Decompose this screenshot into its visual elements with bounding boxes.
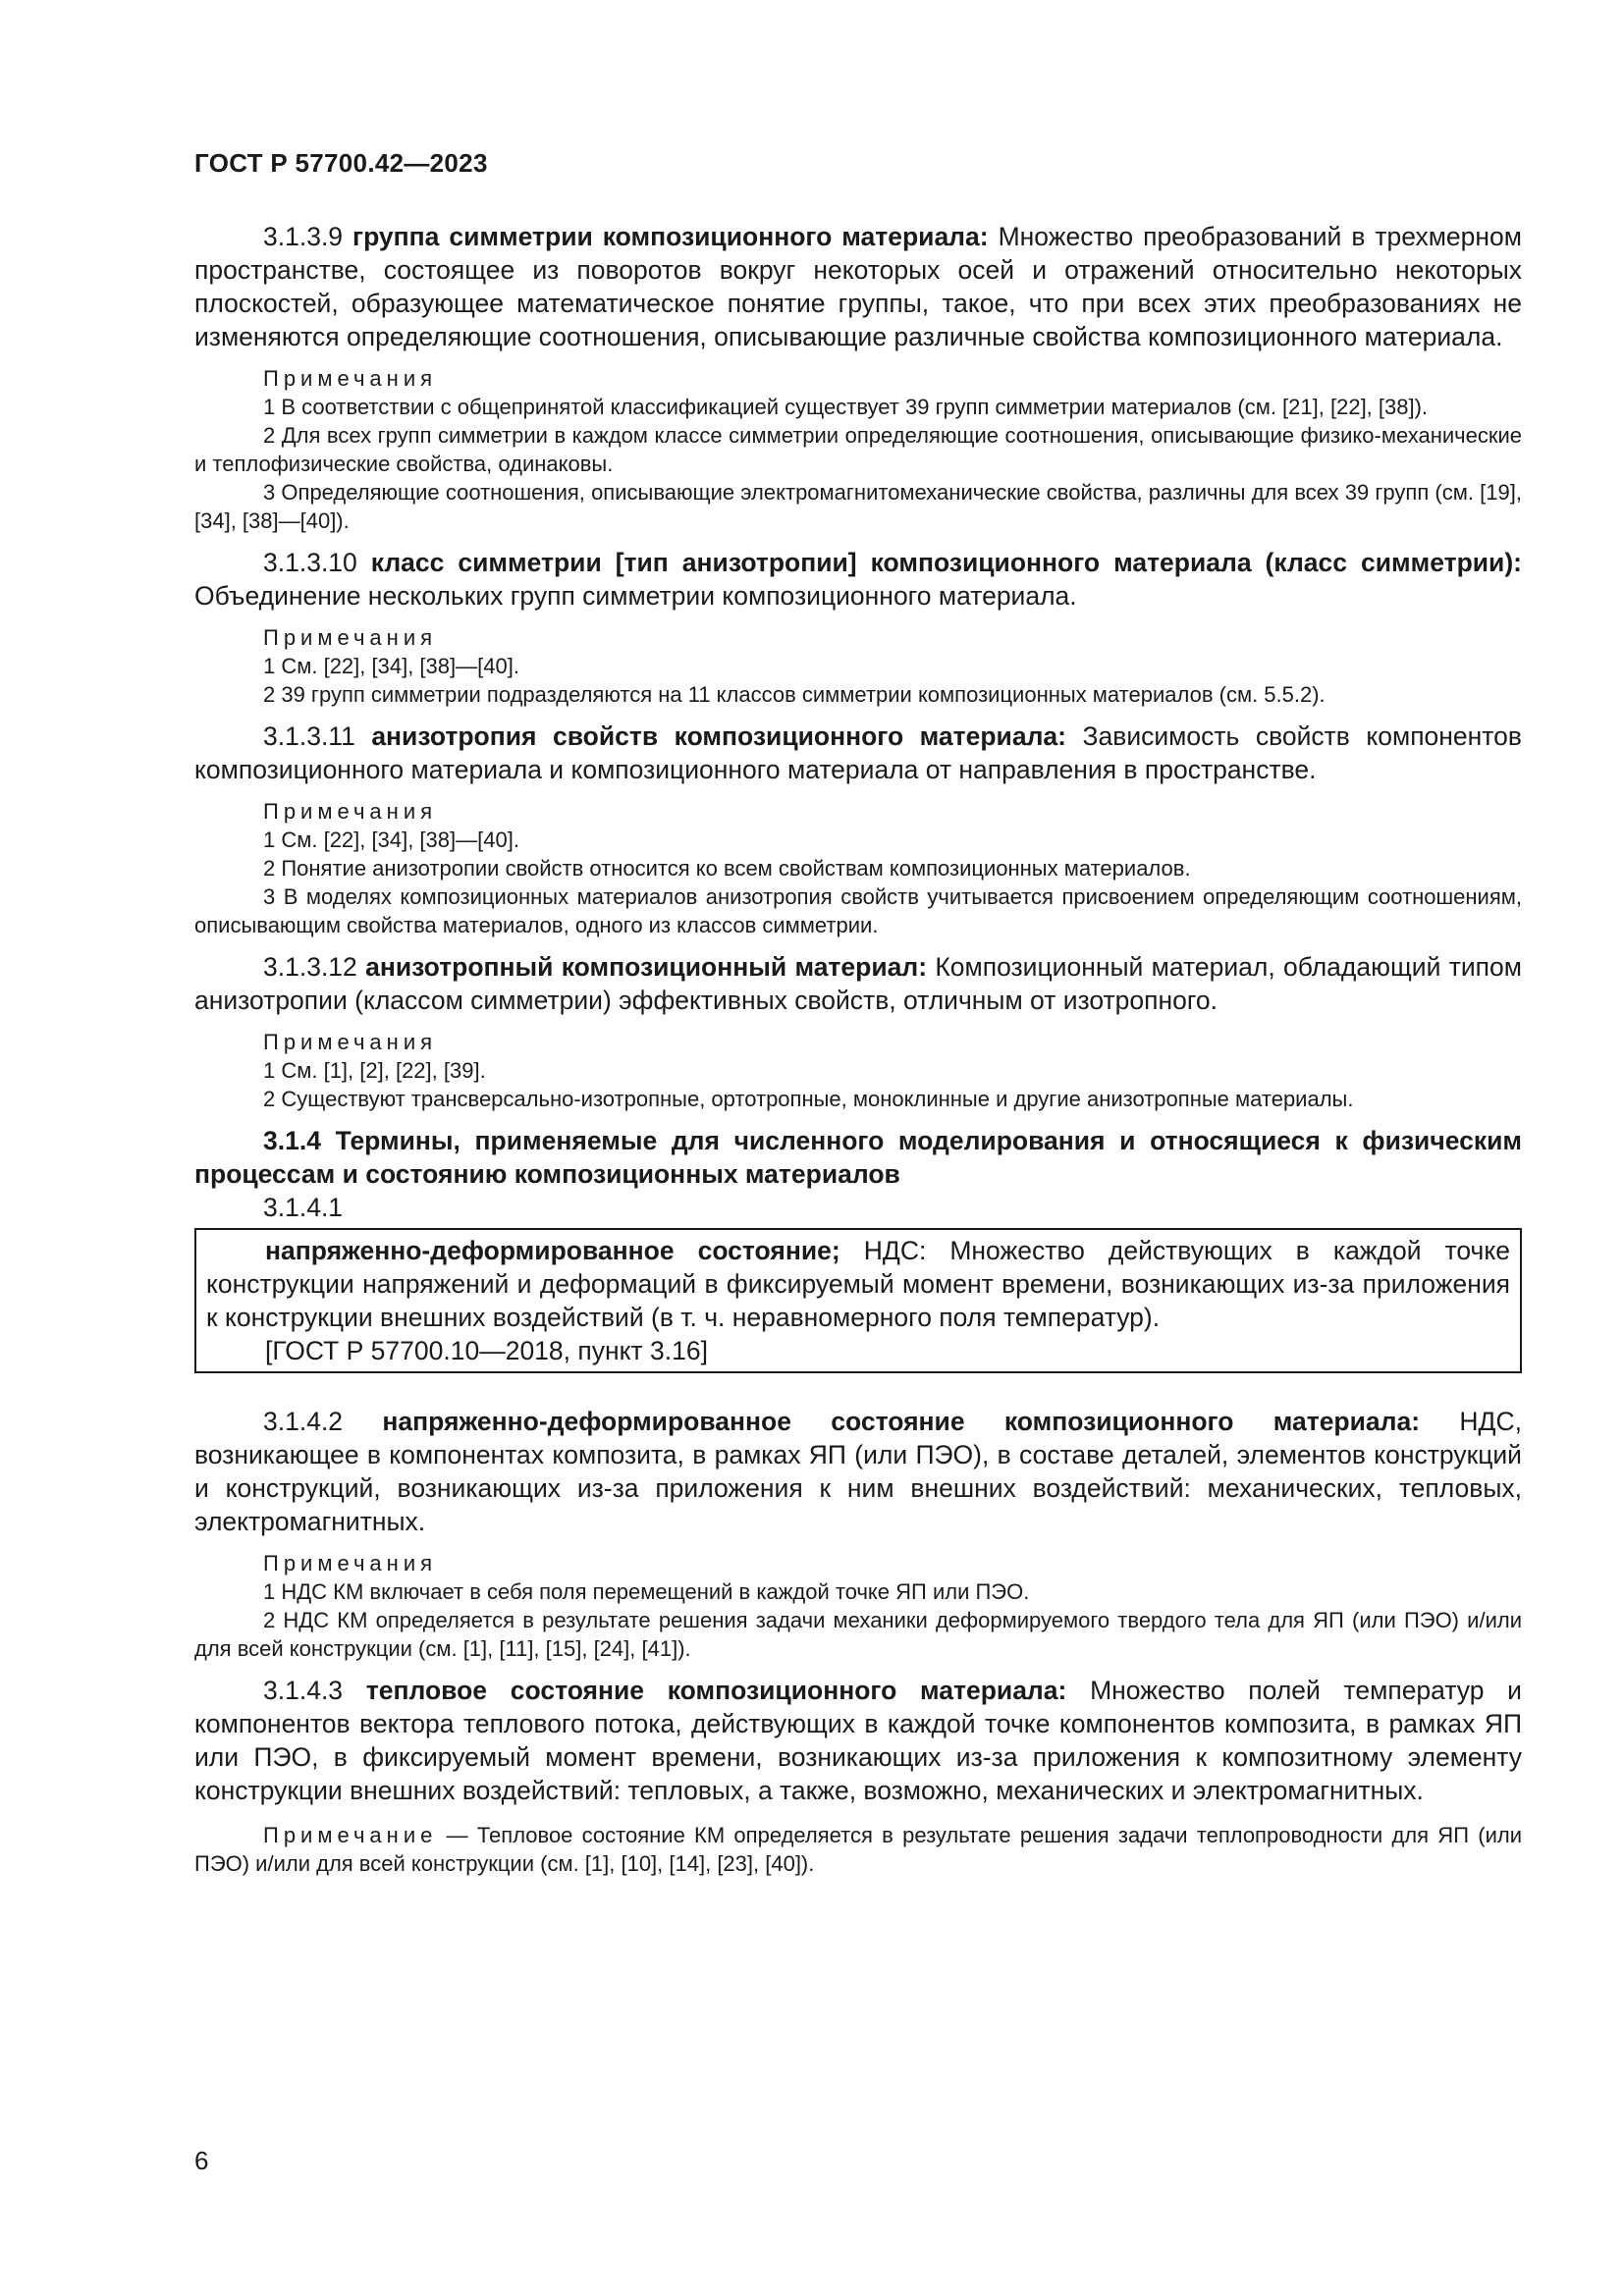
note-item: 2 39 групп симметрии подразделяются на 11 классов симметрии композиционных материалов (см. 5.5.2). xyxy=(263,682,1326,707)
entry-term: анизотропный композиционный материал: xyxy=(365,952,928,982)
note-item: 3 В моделях композиционных материалов анизотропия свойств учитывается присвоением определяющим соотношениям, описывающим свойства материалов, одного из классов симметрии. xyxy=(194,884,1522,937)
entry-3-1-4-2 xyxy=(194,1405,1522,1538)
entry-number: 3.1.4.2 xyxy=(263,1407,344,1436)
entry-3-1-4-3 xyxy=(194,1674,1522,1807)
notes-label: Примечания xyxy=(263,1030,438,1054)
entry-number: 3.1.3.12 xyxy=(263,952,357,982)
entry-term: анизотропия свойств композиционного материала: xyxy=(371,721,1066,751)
entry-definition: Множество полей температур и компонентов вектора теплового потока, действующих в каждой точке компонентов композита, в рамках ЯП или ПЭО, в фиксируемый момент времени, возникающих из-за приложения к композитному элементу конструкции внешних воздействий: тепловых, а также, возможно, механических и электромагнитных. xyxy=(194,1676,1522,1805)
note-item: 2 НДС КМ определяется в результате решения задачи механики деформируемого твердого тела для ЯП (или ПЭО) и/или для всей конструкции (см. [1], [11], [15], [24], [41]). xyxy=(194,1608,1522,1661)
page-header-standard: ГОСТ Р 57700.42—2023 xyxy=(194,148,488,178)
entry-3-1-3-11 xyxy=(194,720,1522,786)
note-item: 3 Определяющие соотношения, описывающие электромагнитомеханические свойства, различны для всех 39 групп (см. [19], [34], [38]—[40]). xyxy=(194,480,1522,533)
entry-definition: Множество преобразований в трехмерном пространстве, состоящее из поворотов вокруг некоторых осей и отражений относительно некоторых плоскостей, образующее математическое понятие группы, такое, что при всех этих преобразованиях не изменяются определяющие соотношения, описывающие различные свойства композиционного материала. xyxy=(194,222,1522,351)
entry-3-1-3-10 xyxy=(194,546,1522,613)
entry-definition: Композиционный материал, обладающий типом анизотропии (классом симметрии) эффективных свойств, отличным от изотропного. xyxy=(194,952,1522,1015)
note-item: 1 См. [1], [2], [22], [39]. xyxy=(263,1058,486,1083)
entry-term: тепловое состояние композиционного материала: xyxy=(365,1676,1067,1705)
source-reference: [ГОСТ Р 57700.10—2018, пункт 3.16] xyxy=(265,1336,708,1365)
note-item: 2 Понятие анизотропии свойств относится ко всем свойствам композиционных материалов. xyxy=(263,856,1191,881)
notes-label: Примечания xyxy=(263,366,438,391)
entry-number: 3.1.3.10 xyxy=(263,548,357,577)
entry-3-1-4-1-number: 3.1.4.1 xyxy=(263,1193,344,1222)
entry-number: 3.1.4.3 xyxy=(263,1676,344,1705)
entry-term: группа симметрии композиционного материала: xyxy=(352,222,989,251)
note-item: 1 НДС КМ включает в себя поля перемещений в каждой точке ЯП или ПЭО. xyxy=(263,1579,1030,1604)
document-page xyxy=(194,147,1522,1878)
entry-number: 3.1.3.9 xyxy=(263,222,344,251)
notes-label: Примечания xyxy=(263,625,438,650)
note-item: 1 В соответствии с общепринятой классификацией существует 39 групп симметрии материалов (см. [21], [22], [38]). xyxy=(263,395,1429,419)
entry-3-1-3-12 xyxy=(194,950,1522,1017)
note-item: 1 См. [22], [34], [38]—[40]. xyxy=(263,828,519,852)
section-3-1-4-title: 3.1.4 Термины, применяемые для численного моделирования и относящиеся к физическим процессам и состоянию композиционных материалов xyxy=(194,1126,1522,1189)
notes-3-1-3-10 xyxy=(194,623,1522,709)
note-item: 2 Для всех групп симметрии в каждом классе симметрии определяющие соотношения, описывающие физико-механические и теплофизические свойства, одинаковы. xyxy=(194,423,1522,476)
note-3-1-4-3 xyxy=(194,1821,1522,1878)
entry-definition: Объединение нескольких групп симметрии композиционного материала. xyxy=(194,581,1077,611)
entry-term: напряженно-деформированное состояние композиционного материала: xyxy=(382,1407,1421,1436)
entry-term: напряженно-деформированное состояние; xyxy=(265,1236,840,1265)
note-item: 1 См. [22], [34], [38]—[40]. xyxy=(263,654,519,678)
entry-term: класс симметрии [тип анизотропии] композиционного материала (класс симметрии): xyxy=(370,548,1522,577)
note-label: Примечание xyxy=(263,1823,438,1847)
notes-label: Примечания xyxy=(263,1551,438,1575)
notes-3-1-3-9 xyxy=(194,364,1522,535)
notes-3-1-3-12 xyxy=(194,1028,1522,1113)
note-item: 2 Существуют трансверсально-изотропные, ортотропные, моноклинные и другие анизотропные материалы. xyxy=(263,1087,1354,1111)
entry-definition: Зависимость свойств компонентов композиционного материала и композиционного материала от направления в пространстве. xyxy=(194,721,1522,784)
entry-number: 3.1.3.11 xyxy=(263,721,355,751)
entry-3-1-3-9 xyxy=(194,220,1522,353)
boxed-entry xyxy=(206,1234,1510,1334)
notes-3-1-4-2 xyxy=(194,1549,1522,1663)
notes-3-1-3-11 xyxy=(194,797,1522,939)
notes-label: Примечания xyxy=(263,799,438,824)
page-number: 6 xyxy=(194,2146,209,2175)
quoted-definition-box xyxy=(194,1228,1522,1373)
entry-definition: НДС: Множество действующих в каждой точке конструкции напряжений и деформаций в фиксируемый момент времени, возникающих из-за приложения к конструкции внешних воздействий (в т. ч. неравномерного поля температур). xyxy=(206,1236,1510,1332)
entry-definition: НДС, возникающее в компонентах композита, в рамках ЯП (или ПЭО), в составе деталей, элементов конструкций и конструкций, возникающих из-за приложения к ним внешних воздействий: механических, тепловых, электромагнитных. xyxy=(194,1407,1522,1536)
note-text: — Тепловое состояние КМ определяется в результате решения задачи теплопроводности для ЯП (или ПЭО) и/или для всей конструкции (см. [1], [10], [14], [23], [40]). xyxy=(194,1823,1522,1876)
